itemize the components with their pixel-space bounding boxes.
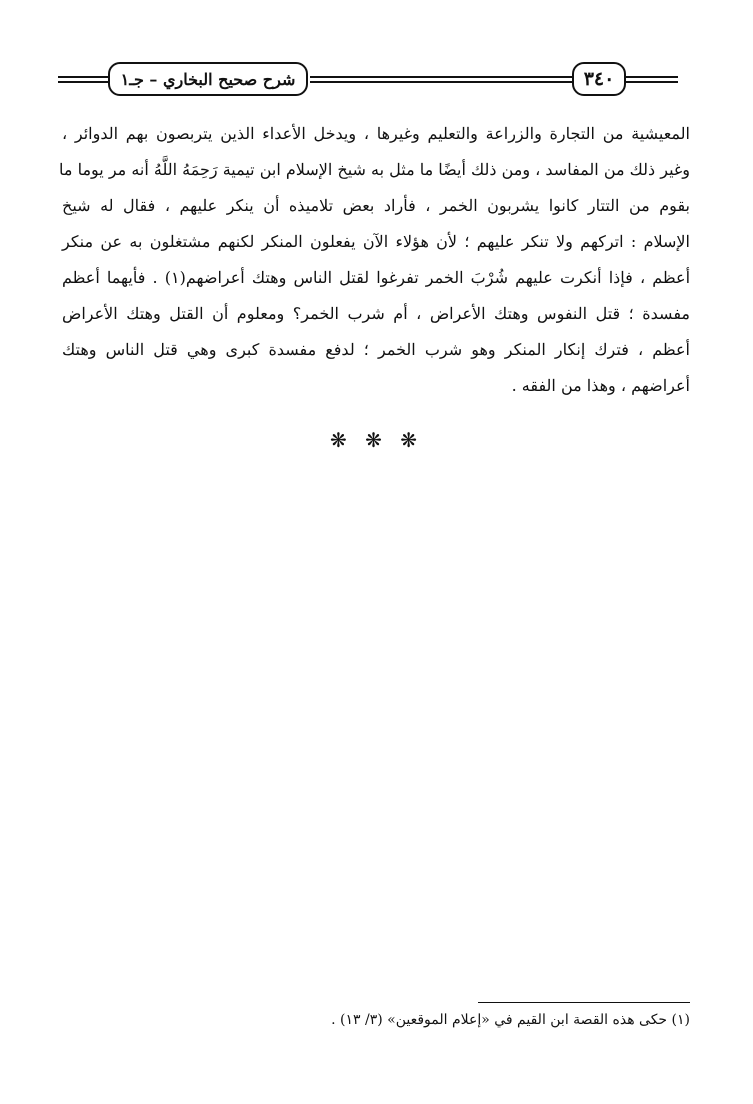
- body-text: [59, 116, 691, 404]
- text-line: بقوم من التتار كانوا يشربون الخمر ، فأراد بعض تلاميذه أن ينكر عليهم ، فقال له شيخ: [62, 196, 690, 215]
- text-line: أعراضهم ، وهذا من الفقه .: [511, 376, 690, 395]
- text-line: الإسلام : اتركهم ولا تنكر عليهم ؛ لأن هؤلاء الآن يفعلون المنكر لكنهم مشتغلون به عن منكر: [62, 232, 690, 251]
- running-title: شرح صحيح البخاري – جـ١: [108, 62, 308, 96]
- footnote-rule: [478, 1002, 690, 1003]
- footnote: (١) حكى هذه القصة ابن القيم في «إعلام الموقعين» (٣/ ١٣) .: [331, 1012, 690, 1028]
- header-rule: [58, 81, 108, 83]
- page-number: ٣٤٠: [572, 62, 626, 96]
- text-line: وغير ذلك من المفاسد ، ومن ذلك أيضًا ما مثل به شيخ الإسلام ابن تيمية رَحِمَهُ اللَّهُ أنه مر يوما ما: [59, 160, 690, 179]
- text-line: المعيشية من التجارة والزراعة والتعليم وغيرها ، ويدخل الأعداء الذين يتربصون بهم الدوائر ،: [62, 124, 690, 143]
- section-separator: ❋ ❋ ❋: [330, 428, 423, 452]
- header-rule: [626, 81, 678, 83]
- header-rule: [58, 76, 108, 78]
- page-header: [58, 60, 678, 100]
- header-rule: [626, 76, 678, 78]
- text-line: أعظم ، فإذا أنكرت عليهم شُرْبَ الخمر تفرغوا لقتل الناس وهتك أعراضهم(١) . فأيهما أعظم: [62, 268, 691, 287]
- text-line: مفسدة ؛ قتل النفوس وهتك الأعراض ، أم شرب الخمر؟ ومعلوم أن القتل وهتك الأعراض: [62, 304, 690, 323]
- text-line: أعظم ، فترك إنكار المنكر وهو شرب الخمر ؛ لدفع مفسدة كبرى وهي قتل الناس وهتك: [62, 340, 690, 359]
